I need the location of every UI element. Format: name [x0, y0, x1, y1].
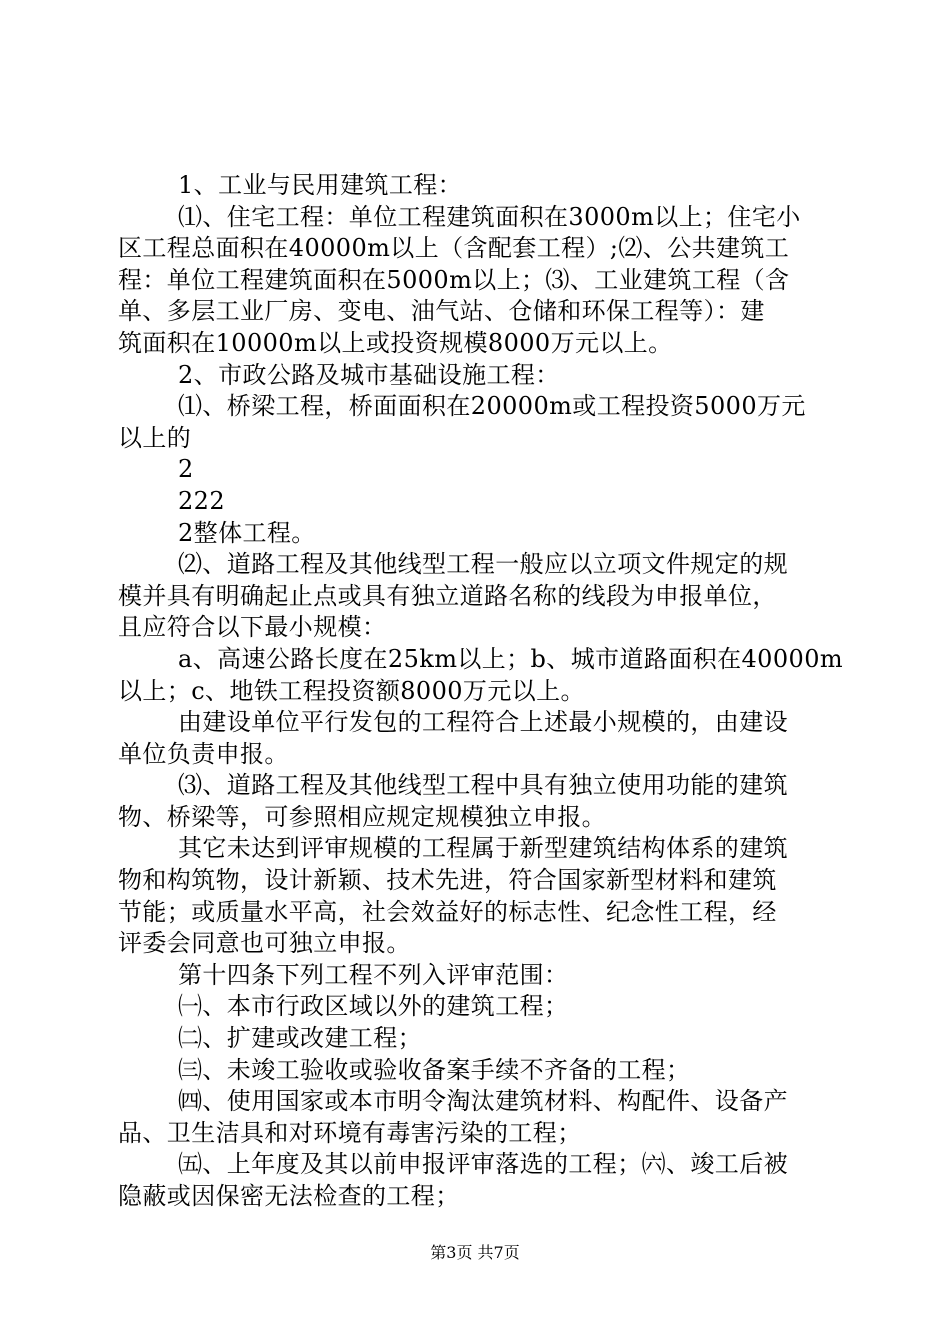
paragraph-line: ㈢、未竣工验收或验收备案手续不齐备的工程；	[178, 1055, 691, 1084]
paragraph-line: 以上；c、地铁工程投资额8000万元以上。	[118, 676, 585, 705]
paragraph-line: ⑶、道路工程及其他线型工程中具有独立使用功能的建筑	[178, 771, 788, 800]
paragraph-line: 评委会同意也可独立申报。	[118, 929, 411, 958]
paragraph-line: ㈡、扩建或改建工程；	[178, 1024, 422, 1053]
paragraph-line: 物、桥梁等，可参照相应规定规模独立申报。	[118, 802, 606, 831]
paragraph-line: 1、工业与民用建筑工程：	[178, 171, 463, 199]
paragraph-line: 222	[178, 486, 226, 515]
paragraph-line: a、高速公路长度在25km以上；b、城市道路面积在40000m	[178, 644, 844, 673]
page-number-footer: 第3页 共7页	[430, 1243, 520, 1262]
paragraph-line: 且应符合以下最小规模：	[118, 613, 387, 642]
paragraph-line: ⑵、道路工程及其他线型工程一般应以立项文件规定的规	[178, 550, 788, 579]
document-body	[118, 170, 844, 1213]
paragraph-line: 节能；或质量水平高，社会效益好的标志性、纪念性工程，经	[118, 897, 777, 926]
paragraph-line: 第十四条下列工程不列入评审范围：	[178, 960, 569, 989]
paragraph-line: 2整体工程。	[178, 518, 316, 547]
paragraph-line: 单、多层工业厂房、变电、油气站、仓储和环保工程等）：建	[118, 297, 765, 326]
paragraph-line: 2、市政公路及城市基础设施工程：	[178, 360, 560, 389]
paragraph-line: 2	[178, 455, 194, 484]
paragraph-line: 品、卫生洁具和对环境有毒害污染的工程；	[118, 1118, 582, 1147]
paragraph-line: 以上的	[118, 423, 192, 452]
paragraph-line: 隐蔽或因保密无法检查的工程；	[118, 1182, 460, 1210]
paragraph-line: ㈠、本市行政区域以外的建筑工程；	[178, 992, 569, 1021]
paragraph-line: 单位负责申报。	[118, 739, 289, 768]
paragraph-line: ⑴、桥梁工程，桥面面积在20000m或工程投资5000万元	[178, 392, 806, 421]
paragraph-line: 筑面积在10000m以上或投资规模8000万元以上。	[118, 328, 673, 357]
paragraph-line: 物和构筑物，设计新颖、技术先进，符合国家新型材料和建筑	[118, 866, 777, 895]
paragraph-line: 模并具有明确起止点或具有独立道路名称的线段为申报单位，	[118, 581, 777, 610]
paragraph-line: 由建设单位平行发包的工程符合上述最小规模的，由建设	[178, 708, 788, 737]
paragraph-line: ⑴、住宅工程：单位工程建筑面积在3000m以上；住宅小	[178, 202, 801, 231]
paragraph-line: 程：单位工程建筑面积在5000m以上；⑶、工业建筑工程（含	[118, 265, 790, 294]
paragraph-line: 其它未达到评审规模的工程属于新型建筑结构体系的建筑	[178, 834, 788, 863]
paragraph-line: ㈣、使用国家或本市明令淘汰建筑材料、构配件、设备产	[178, 1087, 788, 1116]
paragraph-line: ㈤、上年度及其以前申报评审落选的工程；㈥、竣工后被	[178, 1150, 788, 1179]
paragraph-line: 区工程总面积在40000m以上（含配套工程）;⑵、公共建筑工	[118, 234, 790, 263]
